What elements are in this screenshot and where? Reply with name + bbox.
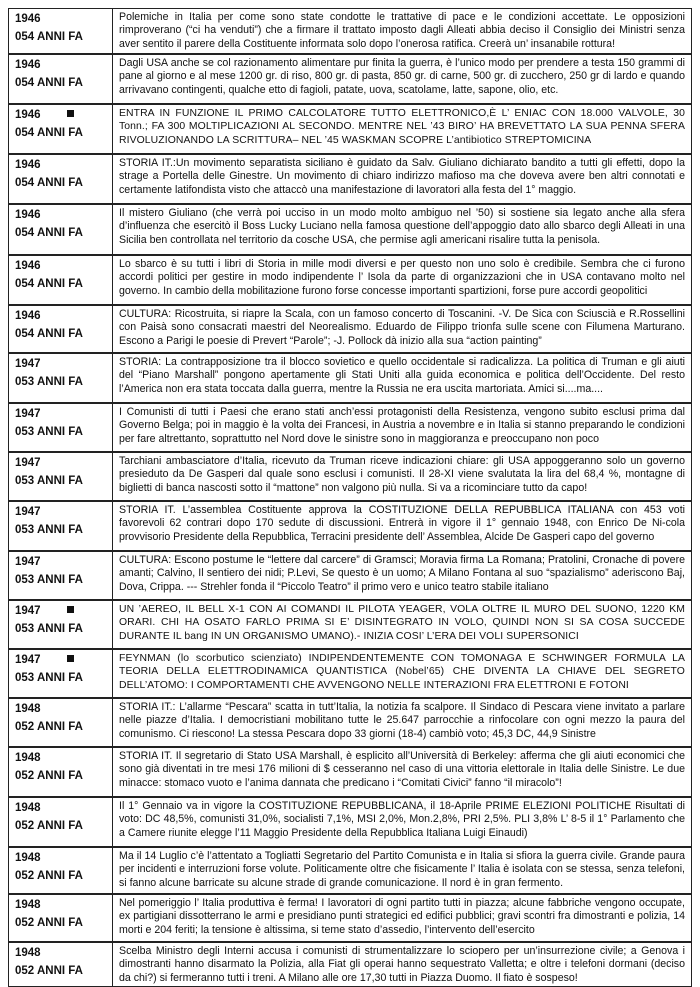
entry-years-ago: 052 ANNI FA [15,721,83,733]
entry-text: STORIA IT.:Un movimento separatista siciliano è guidato da Salv. Giuliano dichiarato bandito a tutti gli effetti, dopo la strage a Portella delle Ginestre. Un movimento di chiaro indirizzo mafioso ma che doveva avere ben altri connotati e certamente latifondista visto che attaccò una manifestazione di lavoratori alla festa del 1° maggio. [119,157,685,196]
entry-years-ago: 054 ANNI FA [15,31,83,43]
entry-year: 1948 [15,899,41,911]
entry-date-cell [9,9,113,53]
timeline-entry [8,797,692,847]
entry-date-cell [9,848,113,893]
entry-text: UN ’AEREO, IL BELL X-1 CON AI COMANDI IL PILOTA YEAGER, VOLA OLTRE IL MURO DEL SUONO, 1220 KM ORARI. CHI HA OSATO FARLO PRIMA SI E’ DISINTEGRATO IN VOLO, QUINDI NON SI SA COSA SUCCEDE DURANTE IL bang IN UN ORGANISMO UMANO).- INIZIA COSI’ L’ERA DEI VOLI SUPERSONICI [119,604,685,642]
entry-year: 1947 [15,408,41,420]
entry-year: 1947 [15,605,41,617]
entry-years-ago: 052 ANNI FA [15,820,83,832]
entry-text: Dagli USA anche se col razionamento alimentare pur finita la guerra, è l’unico modo per prendere a testa 150 grammi di pane al giorno e al mese 1200 gr. di riso, 800 gr. di pasta, 850 gr. di carne, 500 gr. di zucchero, 250 gr di lardo e quando arrivavano contingenti, qualche etto di fagioli, patate, uova, scatolame, latte, sapone, olio, etc. [119,57,685,96]
entry-date-cell [9,453,113,500]
timeline-entry [8,255,692,305]
timeline-entry [8,305,692,353]
timeline-entry [8,353,692,403]
entry-date-cell [9,699,113,746]
entry-date-cell [9,256,113,304]
entry-date-cell [9,205,113,254]
entry-years-ago: 053 ANNI FA [15,524,83,536]
timeline-entry [8,894,692,942]
entry-date-cell [9,404,113,451]
entry-date-cell [9,55,113,103]
entry-date-cell [9,105,113,153]
entry-years-ago: 053 ANNI FA [15,376,83,388]
entry-date-cell [9,748,113,796]
entry-text: Tarchiani ambasciatore d’Italia, ricevuto da Truman riceve indicazioni chiare: gli USA appoggeranno solo un governo presieduto da De Gasperi dal quale sono esclusi i comunisti. Il 28-XI viene svalutata la lira del 68,4 %, montagne di biglietti di banca nascosti sotto il “mattone” non valgono più nulla. Si va a ricominciare tutto da capo! [119,455,685,494]
entry-text: STORIA IT. L’assemblea Costituente approva la COSTITUZIONE DELLA REPUBBLICA ITALIANA con 453 voti favorevoli 62 contrari dopo 170 sedute di discussioni. Entrerà in vigore il 1° gennaio 1948, con Enrico De Ni-cola provvisorio Presidente della Repubblica, Terracini presidente dell’ Assemblea, Alcide De Gasperi capo del governo [119,504,685,543]
entry-text: CULTURA: Ricostruita, si riapre la Scala, con un famoso concerto di Toscanini. -V. De Sica con Sciuscià e R.Rossellini con Paisà sono consacrati maestri del Neorealismo. Eduardo de Filippo trionfa sulle scene con Filumena Marturano. Escono a Parigi le poesie di Prevert “Parole”; -J. Pollock dà inizio alla sua “action painting” [119,308,685,347]
entry-date-cell [9,943,113,986]
entry-date-cell [9,798,113,846]
entry-text: Lo sbarco è su tutti i libri di Storia in mille modi diversi e per questo non uno solo è credibile. Sembra che ci furono accordi politici per gestire in modo indipendente l’ Isola da parte di organizzazioni che in USA contavano molto nel governo. In cambio della mobilitazione furono forse concesse importanti spartizioni, forse pure accordi geopolitici [119,258,685,297]
entry-years-ago: 054 ANNI FA [15,177,83,189]
entry-date-cell [9,895,113,941]
entry-text: Nel pomeriggio l’ Italia produttiva è ferma! I lavoratori di ogni partito tutti in piazza; alcune fabbriche vengono occupate, ex partigiani dissotterrano le armi e presidiano punti strategici ed edifici pubblici; gravi scontri fra dimostranti e polizia, 14 morti e 204 feriti; la tensione è altissima, si teme stato d’assedio, l’intervento dell’esercito [119,897,685,936]
entry-text: ENTRA IN FUNZIONE IL PRIMO CALCOLATORE TUTTO ELETTRONICO,È L’ ENIAC CON 18.000 VALVOLE, 30 Tonn.; FA 300 MOLTIPLICAZIONI AL SECONDO. MENTRE NEL ’43 BIRO’ HA BREVETTATO LA SUA PENNA SFERA RIVOLUZIONANDO LA SCRITTURA– NEL ’45 WASKMAN SCOPRE L’antibiotico STREPTOMICINA [119,108,685,146]
timeline-entry [8,54,692,104]
timeline-entry [8,698,692,747]
entry-year: 1948 [15,752,41,764]
square-bullet-icon [67,110,74,117]
entry-date-cell [9,601,113,648]
timeline-entry [8,452,692,501]
timeline-entry [8,649,692,698]
entry-text: STORIA IT. Il segretario di Stato USA Marshall, è esplicito all’Università di Berkeley: afferma che gli aiuti economici che sono già diventati in tre mesi 176 milioni di $ cesseranno nel caso di una vittoria elettorale in Italia delle Sinistre. Le due minacce: stomaco vuoto e l’anima dannata che predicano i “Comitati Civici” fanno “il miracolo”! [119,750,685,789]
entry-year: 1946 [15,310,41,322]
entry-years-ago: 054 ANNI FA [15,127,83,139]
entry-text: Scelba Ministro degli Interni accusa i comunisti di strumentalizzare lo sciopero per un’insurrezione civile; a Genova i dimostranti hanno disarmato la Polizia, alla Fiat gli operai hanno sequestrato Valletta; e oltre i telefoni dormani (deciso da chi?) si fermeranno tutti i treni. A Milano alle ore 17,30 tutti in Piazza Duomo. Il fiato è sospeso! [119,945,685,984]
timeline-entry [8,501,692,551]
entry-text: STORIA IT.: L’allarme “Pescara” scatta in tutt’Italia, la notizia fa scalpore. Il Sindaco di Pescara viene invitato a parlare nelle piazze d’Italia. I democristiani mobilitano tutte le 25.647 parrocchie a rinfocolare con ogni mezzo la paura del comunismo. Ci riescono! La stessa Pescara dopo 33 giorni (18-4) cambiò voto; 45,3 DC, 44,9 Sinistre [119,701,685,740]
timeline-entry [8,551,692,600]
entry-years-ago: 052 ANNI FA [15,770,83,782]
entry-year: 1947 [15,654,41,666]
entry-year: 1947 [15,358,41,370]
entry-years-ago: 052 ANNI FA [15,965,83,977]
entry-date-cell [9,354,113,402]
entry-text: CULTURA: Escono postume le “lettere dal carcere” di Gramsci; Moravia firma La Romana; Pratolini, Cronache di povere amanti; Calvino, Il sentiero dei nidi; P.Levi, Se questo è un uomo; A Milano Fontana al suo “spazialismo” aderiscono Baj, Dova, Crippa. --- Strehler fonda il “Piccolo Teatro” il primo vero e unico teatro stabile italiano [119,554,685,593]
entry-years-ago: 052 ANNI FA [15,917,83,929]
entry-years-ago: 054 ANNI FA [15,77,83,89]
entry-text: FEYNMAN (lo scorbutico scienziato) INDIPENDENTEMENTE CON TOMONAGA E SCHWINGER FORMULA LA TEORIA DELLA ELETTRODINAMICA QUANTISTICA (Nobel’65) CHE DIVENTA LA CHIAVE DEL SEGRETO DELL’ATOMO: I COMPORTAMENTI CHE AVVENGONO NELLE INTERAZIONI FRA ELETTRONI E FOTONI [119,653,685,691]
entry-year: 1946 [15,209,41,221]
entry-date-cell [9,155,113,203]
entry-years-ago: 054 ANNI FA [15,328,83,340]
entry-years-ago: 053 ANNI FA [15,623,83,635]
entry-year: 1948 [15,947,41,959]
square-bullet-icon [67,606,74,613]
entry-date-cell [9,502,113,550]
entry-years-ago: 054 ANNI FA [15,278,83,290]
timeline-entry [8,942,692,987]
entry-text: Il 1° Gennaio va in vigore la COSTITUZIONE REPUBBLICANA, il 18-Aprile PRIME ELEZIONI POLITICHE Risultati di voto: DC 48,5%, comunisti 31,0%, socialisti 7,1%, MSI 2,0%, Mon.2,8%, PRI 2,5%. PLI 3,8% L’ 8-5 il 1° Parlamento che a Camere riunite elegge l’11 Maggio Presidente della Repubblica Italiana Luigi Einaudi) [119,800,685,839]
timeline-entry [8,600,692,649]
entry-date-cell [9,306,113,352]
entry-year: 1948 [15,703,41,715]
entry-year: 1947 [15,556,41,568]
entry-date-cell [9,552,113,599]
square-bullet-icon [67,655,74,662]
timeline-entry [8,154,692,204]
entry-year: 1948 [15,852,41,864]
entry-text: Ma il 14 Luglio c’è l’attentato a Togliatti Segretario del Partito Comunista e in Italia si sfiora la guerra civile. Grande paura per incidenti e interruzioni forse volute. Politicamente oltre che fisicamente l’ Italia è isolata con se stessa, senza telefoni, si fanno alcune barricate su alcune strade di grande comunicazione. Il nord è in gran fermento. [119,850,685,889]
entry-years-ago: 053 ANNI FA [15,475,83,487]
entry-year: 1946 [15,260,41,272]
timeline-entry [8,8,692,54]
entry-year: 1948 [15,802,41,814]
entry-year: 1946 [15,159,41,171]
entry-year: 1946 [15,13,41,25]
entry-text: Il mistero Giuliano (che verrà poi ucciso in un modo molto ambiguo nel ’50) si sostiene sia legato anche alla sfera d’influenza che esercitò il Boss Lucky Luciano nella famosa questione dell’appoggio dato allo sbarco degli Alleati in una Sicilia ben controllata nel territorio da cosche USA, che permise agli americani risalire tutta la penisola. [119,207,685,246]
entry-date-cell [9,650,113,697]
entry-years-ago: 053 ANNI FA [15,426,83,438]
entry-year: 1947 [15,457,41,469]
entry-years-ago: 052 ANNI FA [15,870,83,882]
entry-text: Polemiche in Italia per come sono state condotte le trattative di pace e le condizioni accettate. Le opposizioni rimproverano (“ci ha venduti”) che a firmare il trattato imposto dagli Alleati abbia deciso il Consiglio dei Ministri senza aver sentito il parere della Costituente informata solo dopo l’onerosa ratifica. Creerà un’ insanabile rottura! [119,11,685,50]
entry-year: 1946 [15,109,41,121]
entry-text: I Comunisti di tutti i Paesi che erano stati anch’essi protagonisti della Resistenza, vengono subito esclusi prima dal Governo Belga; poi in maggio è la volta dei Francesi, in Austria a novembre e in Italia si stanno preparando le condizioni per fare altrettanto, soprattutto nel Nord dove le sinistre sono in maggioranza e preoccupano non poco [119,406,685,445]
timeline-entry [8,847,692,894]
timeline-entry [8,104,692,154]
entry-year: 1947 [15,506,41,518]
timeline-entry [8,747,692,797]
entry-years-ago: 053 ANNI FA [15,574,83,586]
timeline-entry [8,204,692,255]
entry-years-ago: 053 ANNI FA [15,672,83,684]
timeline-entry [8,403,692,452]
entry-year: 1946 [15,59,41,71]
entry-text: STORIA: La contrapposizione tra il blocco sovietico e quello occidentale si radicalizza. La politica di Truman e gli aiuti del “Piano Marshall” pongono apertamente gli Stati Uniti alla guida economica e politica dell’Occidente. Del resto l’America non era stata toccata dalla guerra, mentre la Russia ne era uscita martoriata. Amici si....ma.... [119,356,685,395]
entry-years-ago: 054 ANNI FA [15,227,83,239]
